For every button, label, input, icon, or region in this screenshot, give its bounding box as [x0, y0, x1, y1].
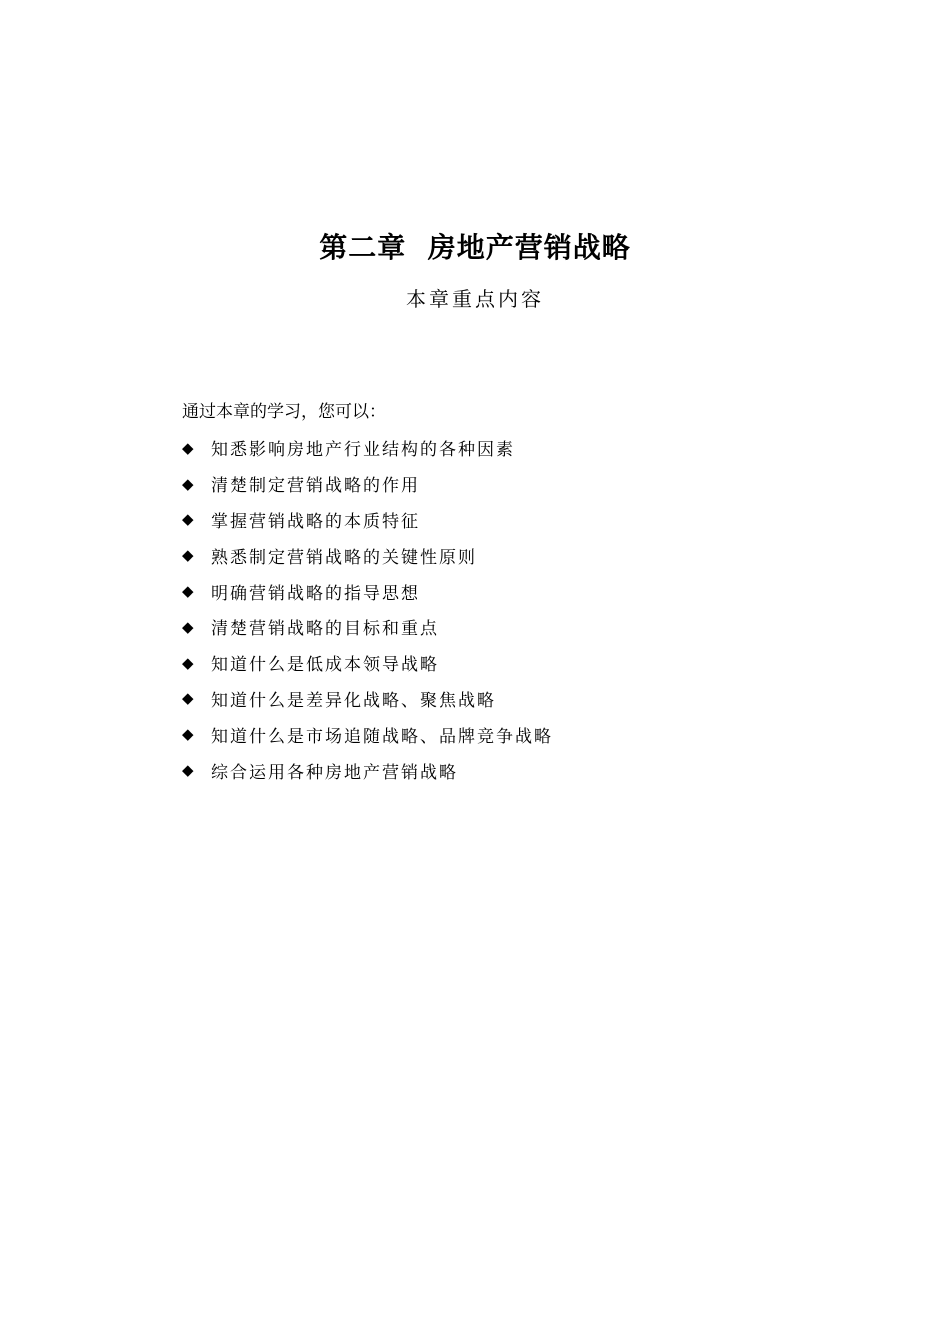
diamond-bullet-icon: ◆: [182, 582, 194, 601]
objective-item: [182, 502, 553, 538]
intro-text: 通过本章的学习，您可以：: [182, 402, 386, 422]
objective-item: [182, 752, 553, 788]
objective-item: [182, 645, 553, 681]
objective-item: [182, 537, 553, 573]
diamond-bullet-icon: ◆: [182, 617, 194, 636]
objective-item: [182, 716, 553, 752]
diamond-bullet-icon: ◆: [182, 689, 194, 708]
diamond-bullet-icon: ◆: [182, 474, 194, 493]
diamond-bullet-icon: ◆: [182, 725, 194, 744]
objective-text: 掌握营销战略的本质特征: [211, 511, 420, 532]
diamond-bullet-icon: ◆: [182, 510, 194, 529]
objective-text: 知道什么是低成本领导战略: [211, 655, 439, 676]
diamond-bullet-icon: ◆: [182, 546, 194, 565]
objective-item: [182, 681, 553, 717]
objective-text: 知道什么是差异化战略、聚焦战略: [211, 690, 496, 711]
objective-text: 清楚制定营销战略的作用: [211, 476, 420, 497]
objective-item: [182, 466, 553, 502]
chapter-subtitle: 本章重点内容: [406, 287, 544, 311]
objective-item: [182, 430, 553, 466]
diamond-bullet-icon: ◆: [182, 761, 194, 780]
objective-text: 明确营销战略的指导思想: [211, 583, 420, 604]
objective-text: 知道什么是市场追随战略、品牌竞争战略: [211, 726, 553, 747]
objective-text: 熟悉制定营销战略的关键性原则: [211, 547, 477, 568]
diamond-bullet-icon: ◆: [182, 438, 194, 457]
objective-item: [182, 609, 553, 645]
objective-text: 知悉影响房地产行业结构的各种因素: [211, 440, 515, 461]
diamond-bullet-icon: ◆: [182, 653, 194, 672]
objective-text: 清楚营销战略的目标和重点: [211, 619, 439, 640]
objectives-list: [182, 430, 553, 788]
objective-text: 综合运用各种房地产营销战略: [211, 762, 458, 783]
chapter-title: 第二章 房地产营销战略: [319, 231, 631, 264]
objective-item: [182, 573, 553, 609]
